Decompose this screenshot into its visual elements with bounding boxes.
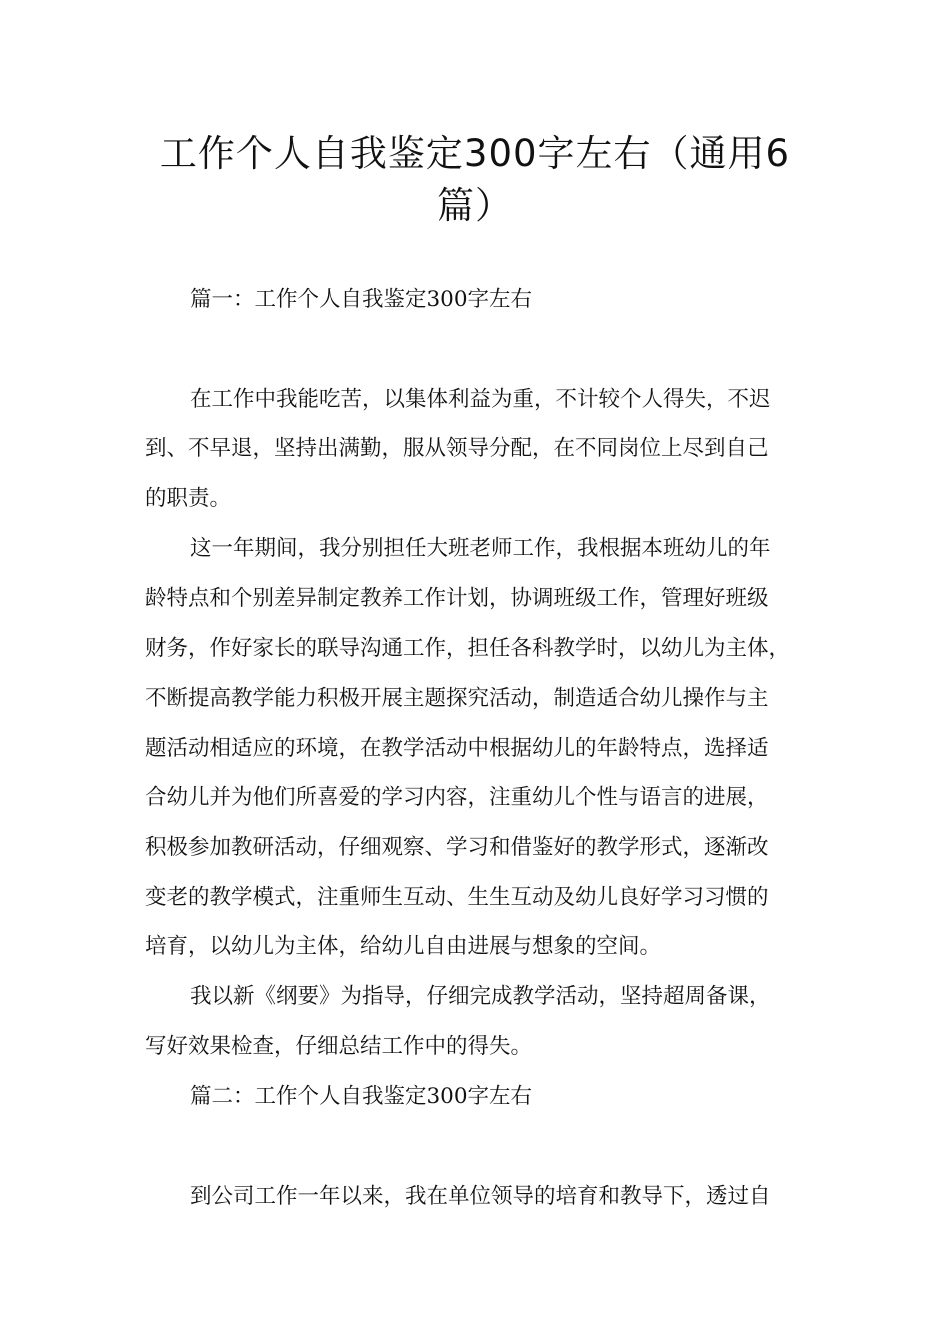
paragraph-line: 题活动相适应的环境，在教学活动中根据幼儿的年龄特点，选择适 xyxy=(145,736,769,761)
paragraph-line: 积极参加教研活动，仔细观察、学习和借鉴好的教学形式，逐渐改 xyxy=(145,835,769,860)
paragraph-line: 写好效果检查，仔细总结工作中的得失。 xyxy=(145,1034,533,1059)
document-title xyxy=(140,128,810,232)
paragraph-line: 培育，以幼儿为主体，给幼儿自由进展与想象的空间。 xyxy=(145,934,662,959)
title-line-1: 工作个人自我鉴定300字左右（通用6 xyxy=(159,132,791,175)
paragraph-line: 在工作中我能吃苦，以集体利益为重，不计较个人得失，不迟 xyxy=(190,387,771,412)
paragraph-line: 这一年期间，我分别担任大班老师工作，我根据本班幼儿的年 xyxy=(190,536,771,561)
paragraph-line: 龄特点和个别差异制定教养工作计划，协调班级工作，管理好班级 xyxy=(145,586,769,611)
paragraph-line: 的职责。 xyxy=(145,486,232,511)
paragraph-line: 我以新《纲要》为指导，仔细完成教学活动，坚持超周备课， xyxy=(190,984,771,1009)
paragraph-line: 变老的教学模式，注重师生互动、生生互动及幼儿良好学习习惯的 xyxy=(145,885,769,910)
section-heading-1: 篇一：工作个人自我鉴定300字左右 xyxy=(190,287,533,312)
paragraph-line: 到公司工作一年以来，我在单位领导的培育和教导下，透过自 xyxy=(190,1184,771,1209)
section-heading-2: 篇二：工作个人自我鉴定300字左右 xyxy=(190,1084,533,1109)
paragraph-line: 不断提高教学能力积极开展主题探究活动，制造适合幼儿操作与主 xyxy=(145,686,769,711)
paragraph-line: 合幼儿并为他们所喜爱的学习内容，注重幼儿个性与语言的进展， xyxy=(145,785,769,810)
title-line-2: 篇） xyxy=(437,184,513,227)
paragraph-line: 财务，作好家长的联导沟通工作，担任各科教学时，以幼儿为主体， xyxy=(145,636,791,661)
paragraph-line: 到、不早退，坚持出满勤，服从领导分配，在不同岗位上尽到自己 xyxy=(145,436,769,461)
